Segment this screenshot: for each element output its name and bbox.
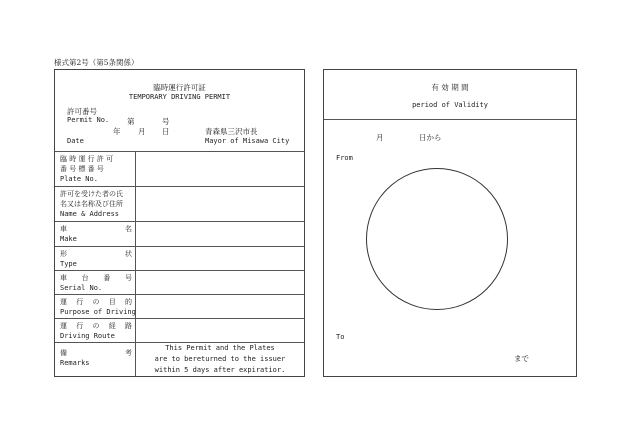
serial-number-label	[60, 273, 132, 293]
name-address-label	[60, 189, 123, 219]
validity-until-label: まで	[514, 354, 529, 363]
row-divider	[55, 270, 304, 271]
serial-jp-char: 番	[103, 274, 111, 282]
route-jp-char: 路	[125, 322, 132, 330]
purpose-jp-char: 運	[60, 298, 67, 306]
purpose-jp-char: 的	[125, 298, 132, 306]
make-label-en: Make	[60, 235, 77, 243]
permit-title-en: TEMPORARY DRIVING PERMIT	[128, 93, 231, 101]
purpose-jp-char: 行	[76, 298, 84, 306]
permit-title-jp: 臨時運行許可証	[153, 83, 206, 92]
type-jp-char: 状	[125, 250, 132, 258]
form-number: 様式第2号（第5条関係）	[54, 58, 139, 67]
header-divider	[55, 151, 304, 152]
route-label-en: Driving Route	[60, 332, 115, 340]
name-label-en: Name & Address	[60, 210, 120, 218]
make-jp-char: 車	[60, 225, 67, 233]
name-label-jp-2: 名又は名称及び住所	[60, 200, 123, 208]
type-label-en: Type	[60, 260, 77, 268]
date-day-label: 日	[162, 127, 170, 136]
route-jp-char: 行	[76, 322, 84, 330]
validity-month-label: 月	[376, 133, 384, 142]
row-divider	[55, 318, 304, 319]
validity-header-divider	[324, 119, 576, 120]
notice-line: are to bereturned to the issuer	[154, 355, 286, 363]
remarks-jp-char: 考	[125, 349, 132, 357]
make-label	[60, 224, 132, 244]
route-jp-char: 経	[108, 322, 116, 330]
notice-line: within 5 days after expiratior.	[154, 366, 286, 374]
row-divider	[55, 186, 304, 187]
permit-number-label-en: Permit No.	[67, 116, 110, 124]
route-jp-char: 運	[60, 322, 67, 330]
type-jp-char: 形	[60, 250, 67, 258]
remarks-jp-char: 備	[60, 349, 67, 357]
seal-circle	[366, 168, 508, 310]
name-label-jp-1: 許可を受けた者の氏	[60, 190, 123, 198]
purpose-jp-char: の	[92, 298, 100, 306]
remarks-label	[60, 348, 132, 368]
purpose-label-en: Purpose of Driving	[60, 308, 136, 316]
serial-label-en: Serial No.	[60, 284, 103, 292]
plate-label-en: Plate No.	[60, 175, 98, 183]
date-label-en: Date	[67, 137, 84, 145]
purpose-label	[60, 297, 136, 317]
date-month-label: 月	[138, 127, 146, 136]
purpose-jp-char: 目	[108, 298, 116, 306]
row-divider	[55, 221, 304, 222]
plate-number-label	[60, 154, 113, 184]
route-jp-char: の	[92, 322, 100, 330]
mayor-title-jp: 青森県三沢市長	[205, 127, 258, 136]
plate-label-jp-2: 番 号 標 番 号	[60, 165, 104, 173]
serial-jp-char: 台	[81, 274, 89, 282]
mayor-title-en: Mayor of Misawa City	[205, 137, 290, 145]
notice-line: This Permit and the Plates	[165, 344, 275, 352]
permit-number-go: 号	[162, 117, 170, 126]
permit-panel	[54, 69, 305, 377]
serial-jp-char: 号	[124, 274, 132, 282]
route-label	[60, 321, 132, 341]
date-year-label: 年	[113, 127, 121, 136]
type-label	[60, 249, 132, 269]
row-divider	[55, 294, 304, 295]
permit-number-label-jp: 許可番号	[67, 107, 97, 116]
validity-day-from-label: 日から	[419, 133, 442, 142]
permit-number-dai: 第	[127, 117, 135, 126]
plate-label-jp-1: 臨 時 運 行 許 可	[60, 155, 114, 163]
validity-to-label: To	[336, 333, 345, 341]
return-notice	[140, 343, 300, 376]
remarks-label-en: Remarks	[60, 359, 90, 367]
validity-title-jp: 有 効 期 間	[431, 83, 469, 92]
make-jp-char: 名	[125, 225, 132, 233]
validity-from-label: From	[336, 154, 353, 162]
validity-panel	[323, 69, 577, 377]
serial-jp-char: 車	[60, 274, 67, 282]
row-divider	[55, 246, 304, 247]
validity-title-en: period of Validity	[412, 101, 488, 109]
